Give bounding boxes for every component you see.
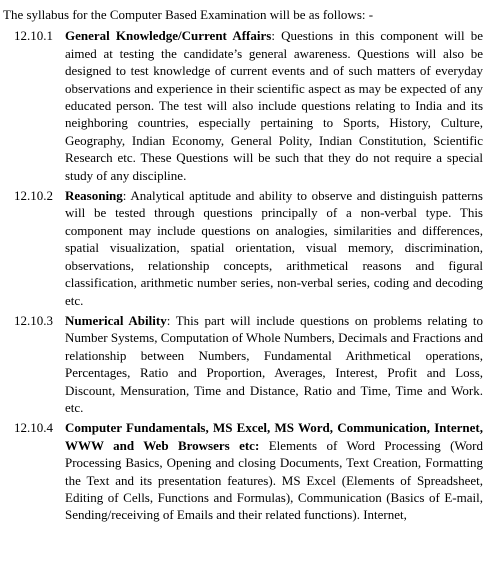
section-number: 12.10.3 bbox=[14, 312, 53, 328]
section-separator: : bbox=[166, 312, 176, 328]
section-title: General Knowledge/Current Affairs bbox=[65, 28, 272, 44]
section-body bbox=[65, 419, 483, 523]
section-separator: : bbox=[122, 188, 131, 204]
section-number: 12.10.1 bbox=[14, 28, 53, 44]
section-12-10-4 bbox=[3, 419, 483, 523]
section-number: 12.10.2 bbox=[14, 188, 53, 204]
section-title: Reasoning bbox=[65, 188, 123, 204]
section-12-10-1 bbox=[3, 27, 483, 184]
section-text: Elements of Word Processing (Word Processing Basics, Opening and closing Documents, Text Creation, Formatting the Text and its presentation features). MS Excel (Elements of Spreadsheet, Editing of Cells, Functions and Formulas), Communication (Basics of E-mail, Sending/receiving of Emails and their related functions). Internet, bbox=[65, 437, 483, 523]
section-12-10-3 bbox=[3, 312, 483, 416]
section-text: Analytical aptitude and ability to observe and distinguish patterns will be tested through questions principally of a non-verbal type. This component may include questions on analogies, similarities and differences, spatial visualization, spatial orientation, visual memory, discrimination, observations, relationship concepts, arithmetical reasons and figural classification, arithmetic number series, non-verbal series, coding and decoding etc. bbox=[65, 188, 483, 308]
section-separator bbox=[259, 438, 268, 453]
section-12-10-2 bbox=[3, 187, 483, 309]
section-title: Numerical Ability bbox=[65, 312, 167, 328]
section-separator: : bbox=[271, 28, 282, 44]
section-title: Computer Fundamentals, MS Excel, MS Word, Communication, Internet, WWW and Web Browsers etc: bbox=[65, 420, 483, 453]
intro-line: The syllabus for the Computer Based Examination will be as follows: - bbox=[3, 7, 374, 22]
section-body bbox=[65, 312, 483, 416]
section-number: 12.10.4 bbox=[14, 420, 53, 436]
section-body bbox=[65, 187, 483, 309]
section-text: This part will include questions on problems relating to Number Systems, Computation of Whole Numbers, Decimals and Fractions and relationship between Numbers, Fundamental Arithmetical operations, Percentages, Ratio and Proportion, Averages, Interest, Profit and Loss, Discount, Mensuration, Time and Distance, Ratio and Time, Time and Work. etc. bbox=[65, 312, 484, 415]
section-body bbox=[65, 27, 483, 184]
section-text: Questions in this component will be aimed at testing the candidate’s general awareness. Questions will also be designed to test knowledge of current events and of such matters of everyday observations and experience in their scientific aspect as may be expected of any educated person. The test will also include questions relating to India and its neighboring countries, especially pertaining to Sports, History, Culture, Geography, Indian Economy, General Polity, Indian Constitution, Scientific Research etc. These Questions will be such that they do not require a special study of any discipline. bbox=[65, 28, 483, 183]
